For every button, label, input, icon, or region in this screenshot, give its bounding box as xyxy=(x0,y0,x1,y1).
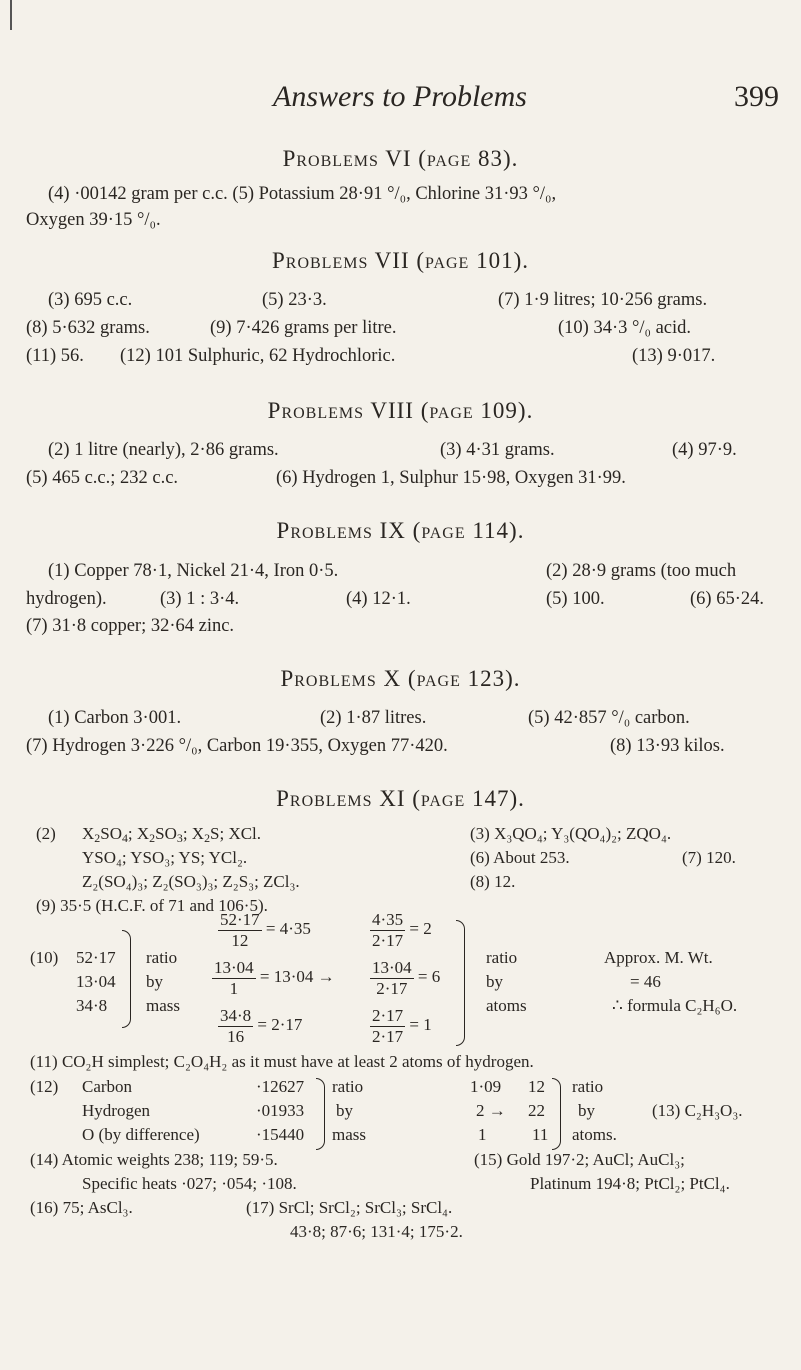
answer-item: (5) 100. xyxy=(546,589,605,609)
value: 12 xyxy=(528,1077,545,1096)
answer-item: (3) 4·31 grams. xyxy=(440,440,555,460)
answer-item: (7) 120. xyxy=(682,848,736,867)
value: ·12627 xyxy=(256,1077,305,1096)
answer-item: (3) X₃QO₄; Y₃(QO₄)₂; ZQO₄. xyxy=(470,824,672,843)
label: ratio xyxy=(486,948,518,967)
answer-item: (1) Copper 78·1, Nickel 21·4, Iron 0·5. xyxy=(48,561,339,581)
label: mass xyxy=(332,1125,366,1144)
answer-item: hydrogen). xyxy=(26,589,107,609)
answer-item: (8) 13·93 kilos. xyxy=(610,736,725,756)
element-name: Carbon xyxy=(82,1077,133,1096)
answer-item: (2) 28·9 grams (too much xyxy=(546,561,737,581)
fraction-eq: $\frac{52\cdot 17}{12}$ = 4·35 xyxy=(220,910,311,950)
section-title-vii: Problems VII (page 101). xyxy=(271,248,529,273)
label: atoms. xyxy=(572,1125,617,1144)
answer-label: (10) xyxy=(30,948,59,967)
value: ·15440 xyxy=(256,1125,305,1144)
answer-item: (14) Atomic weights 238; 119; 59·5. xyxy=(30,1150,278,1169)
label: ratio xyxy=(146,948,178,967)
page-number: 399 xyxy=(734,80,779,113)
fraction-eq: $\frac{13\cdot 04}{2\cdot 17}$ = 6 xyxy=(372,958,441,998)
answer-item: (4) 97·9. xyxy=(672,440,737,460)
answer-item: (16) 75; AsCl₃. xyxy=(30,1198,133,1217)
value: 1·09 xyxy=(470,1077,502,1096)
answer-item: 43·8; 87·6; 131·4; 175·2. xyxy=(290,1222,463,1241)
formula-row: $X_2SO_4$; $X_2SO_3$; $X_2S$; XCl. xyxy=(82,824,262,845)
answer-item: (2) 1 litre (nearly), 2·86 grams. xyxy=(48,440,279,460)
answer-item: (7) Hydrogen 3·226 °/₀, Carbon 19·355, Oxygen 77·420. xyxy=(26,736,448,756)
answer-item: (17) SrCl; SrCl₂; SrCl₃; SrCl₄. xyxy=(246,1198,453,1217)
running-title: Answers to Problems xyxy=(273,80,527,113)
answer-item: (15) Gold 197·2; AuCl; AuCl₃; xyxy=(474,1150,685,1169)
right-brace xyxy=(316,1078,325,1150)
label: by xyxy=(578,1101,595,1120)
section-title-viii: Problems VIII (page 109). xyxy=(267,398,534,423)
label: Approx. M. Wt. xyxy=(604,948,713,967)
answer-label: (12) xyxy=(30,1077,59,1096)
value: 11 xyxy=(532,1125,549,1144)
answer-item: (9) 7·426 grams per litre. xyxy=(210,318,397,338)
label: ∴ formula C₂H₆O. xyxy=(612,996,738,1015)
answer-item: (8) 5·632 grams. xyxy=(26,318,150,338)
value: 34·8 xyxy=(76,996,108,1015)
answer-item: (5) 465 c.c.; 232 c.c. xyxy=(26,468,179,488)
answer-line: Oxygen 39·15 °/₀. xyxy=(26,210,161,230)
answer-item: (12) 101 Sulphuric, 62 Hydrochloric. xyxy=(120,346,396,366)
answer-item: (3) 1 : 3·4. xyxy=(160,589,240,609)
page-edge xyxy=(10,0,12,30)
answer-item: (8) 12. xyxy=(470,872,516,891)
label: by xyxy=(336,1101,353,1120)
label: mass xyxy=(146,996,180,1015)
answer-item: (2) 1·87 litres. xyxy=(320,708,427,728)
answer-item: (11) 56. xyxy=(26,346,84,366)
label: atoms xyxy=(486,996,527,1015)
answer-item: (4) 12·1. xyxy=(346,589,411,609)
answer-item: (7) 1·9 litres; 10·256 grams. xyxy=(498,290,708,310)
element-name: O (by difference) xyxy=(82,1125,200,1144)
label: ratio xyxy=(332,1077,364,1096)
fraction-eq: $\frac{34\cdot 8}{16}$ = 2·17 xyxy=(220,1006,303,1046)
formula-row: Z₂(SO₄)₃; Z₂(SO₃)₃; Z₂S₃; ZCl₃. xyxy=(82,872,300,891)
value: 22 xyxy=(528,1101,545,1120)
element-name: Hydrogen xyxy=(82,1101,150,1120)
fraction-eq: $\frac{2\cdot 17}{2\cdot 17}$ = 1 xyxy=(372,1006,432,1046)
answer-item: (7) 31·8 copper; 32·64 zinc. xyxy=(26,616,235,636)
fraction-eq: $\frac{13\cdot 04}{1}$ = 13·04 → xyxy=(214,958,335,998)
answer-label: (2) xyxy=(36,824,56,843)
answer-item: (9) 35·5 (H.C.F. of 71 and 106·5). xyxy=(36,896,268,915)
answer-item: (6) Hydrogen 1, Sulphur 15·98, Oxygen 31·99. xyxy=(276,468,626,488)
answer-item: (1) Carbon 3·001. xyxy=(48,708,182,728)
answer-item: (13) 9·017. xyxy=(632,346,716,366)
right-brace xyxy=(552,1078,561,1150)
section-title-xi: Problems XI (page 147). xyxy=(276,786,525,811)
answer-item: (11) CO₂H simplest; C₂O₄H₂ as it must have at least 2 atoms of hydrogen. xyxy=(30,1052,534,1071)
section-title-x: Problems X (page 123). xyxy=(280,666,521,691)
answer-item: (6) 65·24. xyxy=(690,589,764,609)
answer-item: (5) 42·857 °/₀ carbon. xyxy=(528,708,690,728)
section-title-vi: Problems VI (page 83). xyxy=(282,146,519,171)
value: ·01933 xyxy=(256,1101,305,1120)
answer-item: (6) About 253. xyxy=(470,848,570,867)
formula-row: YSO₄; YSO₃; YS; YCl₂. xyxy=(82,848,248,867)
running-head xyxy=(0,80,801,120)
fraction-eq: $\frac{4\cdot 35}{2\cdot 17}$ = 2 xyxy=(372,910,432,950)
answer-item: Platinum 194·8; PtCl₂; PtCl₄. xyxy=(530,1174,730,1193)
answer-line: (4) ·00142 gram per c.c. (5) Potassium 28·91 °/₀, Chlorine 31·93 °/₀, xyxy=(48,184,557,204)
answer-item: (13) C₂H₃O₃. xyxy=(652,1101,743,1120)
label: ratio xyxy=(572,1077,604,1096)
label: = 46 xyxy=(630,972,661,991)
value: 2 → xyxy=(476,1101,506,1120)
value: 13·04 xyxy=(76,972,116,991)
answer-item: (3) 695 c.c. xyxy=(48,290,133,310)
answer-item: (5) 23·3. xyxy=(262,290,327,310)
value: 1 xyxy=(478,1125,487,1144)
right-brace xyxy=(122,930,131,1028)
label: by xyxy=(146,972,163,991)
right-brace xyxy=(456,920,465,1046)
answer-item: (10) 34·3 °/₀ acid. xyxy=(558,318,692,338)
answer-item: Specific heats ·027; ·054; ·108. xyxy=(82,1174,297,1193)
label: by xyxy=(486,972,503,991)
section-title-ix: Problems IX (page 114). xyxy=(276,518,525,543)
value: 52·17 xyxy=(76,948,116,967)
